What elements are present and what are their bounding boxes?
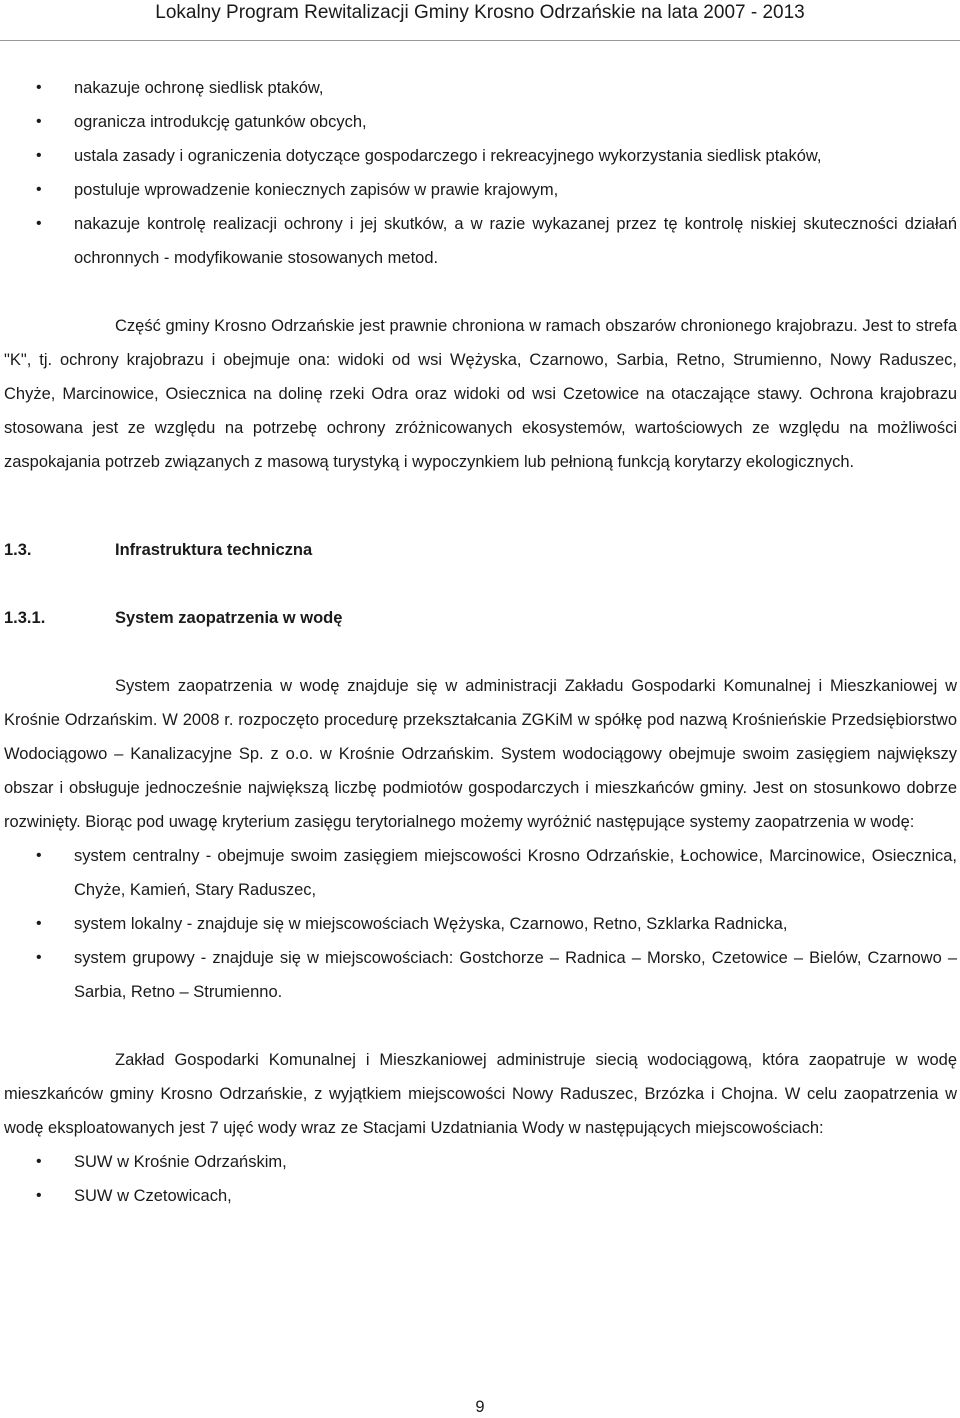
list-item-text: SUW w Czetowicach, (74, 1187, 232, 1205)
list-item (4, 1145, 957, 1179)
list-item (4, 207, 957, 275)
list-item-text: ustala zasady i ograniczenia dotyczące gospodarczego i rekreacyjnego wykorzystania siedlisk ptaków, (74, 147, 822, 165)
list-item-text: system lokalny - znajduje się w miejscowościach Wężyska, Czarnowo, Retno, Szklarka Radnicka, (74, 915, 788, 933)
bullet-icon: • (36, 79, 42, 96)
water-treatment-stations-list (4, 1145, 957, 1213)
landscape-protection-paragraph: Część gminy Krosno Odrzańskie jest prawnie chroniona w ramach obszarów chronionego krajobrazu. Jest to strefa "K", tj. ochrony krajobrazu i obejmuje ona: widoki od wsi Wężyska, Czarnowo, Sarbia, Retno, Strumienno, Nowy Raduszec, Chyże, Marcinowice, Osiecznica na dolinę rzeki Odra oraz widoki od wsi Czetowice na otaczające stawy. Ochrona krajobrazu stosowana jest ze względu na potrzebę ochrony zróżnicowanych ekosystemów, wartościowych ze względu na możliwości zaspokajania potrzeb związanych z masową turystyką i wypoczynkiem lub pełnioną funkcją korytarzy ekologicznych. (4, 317, 957, 471)
section-heading-water-supply (4, 601, 957, 635)
list-item (4, 139, 957, 173)
list-item-text: SUW w Krośnie Odrzańskim, (74, 1153, 287, 1171)
list-item-text: nakazuje kontrolę realizacji ochrony i jej skutków, a w razie wykazanej przez tę kontrolę niskiej skuteczności działań ochronnych - modyfikowanie stosowanych metod. (74, 215, 957, 267)
running-header: Lokalny Program Rewitalizacji Gminy Krosno Odrzańskie na lata 2007 - 2013 (155, 2, 805, 23)
list-item (4, 839, 957, 907)
list-item (4, 941, 957, 1009)
bird-protection-list (4, 71, 957, 275)
section-title: System zaopatrzenia w wodę (115, 609, 343, 627)
section-number: 1.3. (4, 541, 32, 559)
water-systems-list (4, 839, 957, 1009)
section-number: 1.3.1. (4, 609, 46, 627)
list-item-text: ogranicza introdukcję gatunków obcych, (74, 113, 367, 131)
list-item (4, 173, 957, 207)
list-item-text: nakazuje ochronę siedlisk ptaków, (74, 79, 324, 97)
bullet-icon: • (36, 215, 42, 232)
list-item-text: system centralny - obejmuje swoim zasięgiem miejscowości Krosno Odrzańskie, Łochowice, Marcinowice, Osiecznica, Chyże, Kamień, Stary Raduszec, (74, 847, 957, 899)
bullet-icon: • (36, 949, 42, 966)
header-divider (0, 40, 960, 41)
bullet-icon: • (36, 1187, 42, 1204)
bullet-icon: • (36, 915, 42, 932)
bullet-icon: • (36, 847, 42, 864)
list-item (4, 71, 957, 105)
bullet-icon: • (36, 147, 42, 164)
bullet-icon: • (36, 113, 42, 130)
section-title: Infrastruktura techniczna (115, 541, 313, 559)
bullet-icon: • (36, 181, 42, 198)
bullet-icon: • (36, 1153, 42, 1170)
water-system-paragraph: System zaopatrzenia w wodę znajduje się w administracji Zakładu Gospodarki Komunalnej i Mieszkaniowej w Krośnie Odrzańskim. W 2008 r. rozpoczęto procedurę przekształcania ZGKiM w spółkę pod nazwą Krośnieńskie Przedsiębiorstwo Wodociągowo – Kanalizacyjne Sp. z o.o. w Krośnie Odrzańskim. System wodociągowy obejmuje swoim zasięgiem największy obszar i obsługuje jednocześnie największą liczbę podmiotów gospodarczych i mieszkańców gminy. Jest on stosunkowo dobrze rozwinięty. Biorąc pod uwagę kryterium zasięgu terytorialnego możemy wyróżnić następujące systemy zaopatrzenia w wodę: (4, 677, 957, 831)
list-item-text: postuluje wprowadzenie koniecznych zapisów w prawie krajowym, (74, 181, 559, 199)
list-item (4, 105, 957, 139)
list-item (4, 1179, 957, 1213)
page-content (4, 71, 957, 1213)
page-number: 9 (475, 1398, 485, 1416)
list-item-text: system grupowy - znajduje się w miejscowościach: Gostchorze – Radnica – Morsko, Czetowice – Bielów, Czarnowo – Sarbia, Retno – Strumienno. (74, 949, 957, 1001)
section-heading-infrastructure (4, 533, 957, 567)
list-item (4, 907, 957, 941)
zgkim-paragraph: Zakład Gospodarki Komunalnej i Mieszkaniowej administruje siecią wodociągową, która zaopatruje w wodę mieszkańców gminy Krosno Odrzańskie, z wyjątkiem miejscowości Nowy Raduszec, Brzózka i Chojna. W celu zaopatrzenia w wodę eksploatowanych jest 7 ujęć wody wraz ze Stacjami Uzdatniania Wody w następujących miejscowościach: (4, 1051, 957, 1137)
